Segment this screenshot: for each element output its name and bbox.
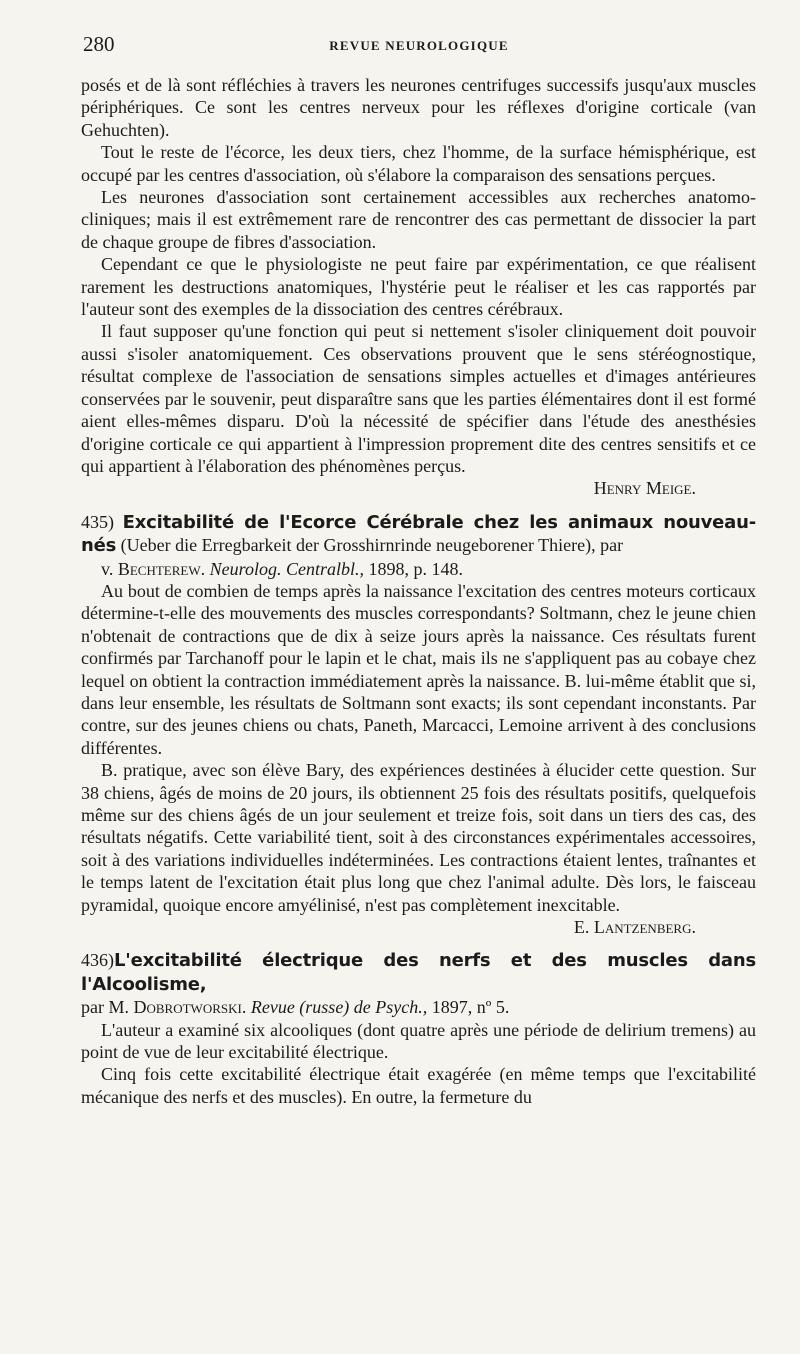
author-name: Dobrotworski. xyxy=(133,997,247,1018)
author-prefix: par M. xyxy=(81,997,129,1018)
journal-name: Revue (russe) de Psych., xyxy=(250,997,428,1018)
citation: 1897, nº 5. xyxy=(431,997,510,1018)
paragraph: B. pratique, avec son élève Bary, des expériences destinées à élucider cette question. Sur 38 chiens, âgés de moins de 20 jours, ils obtiennent 25 fois des résultats positifs, quelquefois même sur des chiens âgés de un jour seulement et treize fois, soit dans un tiers des cas, des résultats négatifs. Cette variabilité tient, soit à des circonstances expérimentales accessoires, soit à des variations individuelles indéterminées. Les contractions étaient lentes, traînantes et le temps latent de l'excitation était plus long que chez l'animal adulte. Dès lors, le faisceau pyramidal, quoique encore amyélinisé, n'est pas complètement inexcitable. xyxy=(81,760,756,915)
paragraph: Les neurones d'association sont certainement accessibles aux recherches anatomo-cliniques; mais il est extrêmement rare de rencontrer des cas permettant de dissocier la part de chaque groupe de fibres d'association. xyxy=(81,187,756,252)
article-number: 435) xyxy=(81,511,114,532)
article-number: 436) xyxy=(81,950,114,971)
page-number: 280 xyxy=(83,32,115,56)
article-reference xyxy=(81,558,756,580)
article-heading xyxy=(81,511,756,558)
reviewer-signature: E. Lantzenberg. xyxy=(573,917,696,938)
paragraph: Il faut supposer qu'une fonction qui peut si nettement s'isoler cliniquement doit pouvoir aussi s'isoler anatomiquement. Ces observations prouvent que le sens stéréognostique, résultat complexe de l'association de sensations simples actuelles et d'images antérieures conservées par le souvenir, peut disparaître sans que les parties élémentaires dont il est formé aient elles-mêmes disparu. D'où la nécessité de spécifier dans l'étude des anesthésies d'origine corticale ce qui appartient à l'impression proprement dite des centres sensitifs et ce qui appartient à l'élaboration des phénomènes perçus. xyxy=(81,321,756,476)
signature-line xyxy=(81,477,756,499)
author-prefix: v. xyxy=(101,558,114,579)
paragraph: L'auteur a examiné six alcooliques (dont quatre après une période de delirium tremens) au point de vue de leur excitabilité électrique. xyxy=(81,1019,756,1063)
paragraph: Cependant ce que le physiologiste ne peut faire par expérimentation, ce que réalisent rarement les destructions anatomiques, l'hystérie peut le réaliser et les cas rapportés par l'auteur sont des exemples de la dissociation des centres cérébraux. xyxy=(81,254,756,320)
paragraph: posés et de là sont réfléchies à travers les neurones centrifuges successifs jusqu'aux muscles périphériques. Ce sont les centres nerveux pour les réflexes d'origine corticale (van Gehuchten). xyxy=(81,75,756,140)
running-title: REVUE NEUROLOGIQUE xyxy=(329,38,509,53)
continued-review xyxy=(81,74,756,500)
article-title: Excitabilité de l'Ecorce Cérébrale chez les animaux nouveau-nés xyxy=(81,511,757,557)
author-name: Bechterew. xyxy=(117,558,206,579)
article-435 xyxy=(81,511,756,939)
article-heading xyxy=(81,949,756,996)
journal-name: Neurolog. Centralbl., xyxy=(209,558,364,579)
paragraph: Tout le reste de l'écorce, les deux tiers, chez l'homme, de la surface hémisphérique, est occupé par les centres d'association, où s'élabore la comparaison des sensations perçues. xyxy=(81,142,756,185)
article-reference xyxy=(81,996,756,1018)
original-title: (Ueber die Erregbarkeit der Grosshirnrinde neugeborener Thiere), par xyxy=(120,535,624,556)
paragraph-with-signature xyxy=(81,320,756,477)
article-title: L'excitabilité électrique des nerfs et des muscles dans l'Alcoolisme, xyxy=(81,950,756,995)
paragraph: Au bout de combien de temps après la naissance l'excitation des centres moteurs corticaux détermine-t-elle des mouvements des muscles correspondants? Soltmann, chez le jeune chien n'obtenait de contractions que de dix à seize jours après la naissance. Ces résultats furent confirmés par Tarchanoff pour le lapin et le chat, mais ils ne s'appliquent pas au cobaye chez lequel on obtient la contraction immédiatement après la naissance. B. lui-même établit que si, dans leur ensemble, les résultats de Soltmann sont exacts; ils sont cependant inconstants. Par contre, sur des jeunes chiens ou chats, Paneth, Marcacci, Lemoine arrivent à des conclusions différentes. xyxy=(81,580,756,758)
citation: 1898, p. 148. xyxy=(368,558,463,579)
reviewer-signature: Henry Meige. xyxy=(593,478,696,499)
article-436 xyxy=(81,949,756,1108)
paragraph: Cinq fois cette excitabilité électrique était exagérée (en même temps que l'excitabilité mécanique des nerfs et des muscles). En outre, la fermeture du xyxy=(81,1064,756,1107)
page-body xyxy=(81,74,756,1108)
page-header xyxy=(83,32,755,56)
signature-line xyxy=(81,916,756,938)
